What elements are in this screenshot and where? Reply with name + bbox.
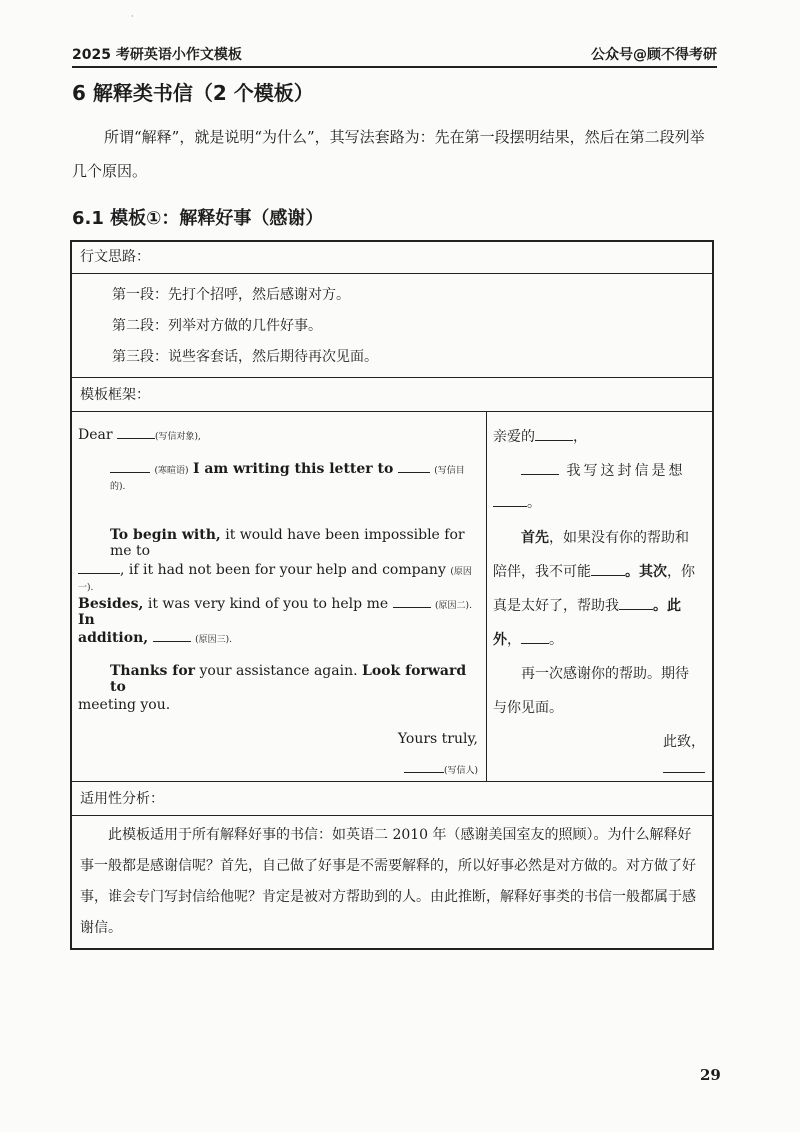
blank-field [663,760,705,773]
frame-row [72,412,712,782]
zh-dear-end: ， [573,429,587,445]
steps-label-row [72,242,712,274]
en-thanks-line [78,663,480,695]
en-reason3: (原因三). [195,635,232,645]
en-greet-line [78,460,480,493]
steps-row [72,274,712,378]
frame-label-row [72,378,712,412]
zh-first-line2 [493,561,705,581]
analysis-label: 适用性分析： [80,791,164,807]
en-besides-line [78,595,478,628]
blank-field [398,460,430,473]
en-begin-line [78,527,480,559]
header-title: 2025 考研英语小作文模板 [72,47,242,63]
analysis-text: 此模板适用于所有解释好事的书信：如英语二 2010 年（感谢美国室友的照顾）。为什么解释好事一般都是感谢信呢？首先，自己做了好事是不需要解释的，所以好事必然是对方做的。对方做了好事，谁会专门写封信给他呢？肯定是被对方帮助到的人。由此推断，解释好事类的书信一般都属于感谢信。 [80,827,696,936]
zh-first-bold: 首先 [521,530,549,546]
blank-field [619,597,653,610]
en-begin-bold: To begin with, [110,527,221,543]
zh-first-rest: ，如果没有你的帮助和 [549,530,689,546]
en-addition-line [78,629,478,646]
scan-mark: · [131,12,134,21]
en-thanks-bold: Thanks for [110,663,196,679]
template-table [70,240,714,950]
zh-writing-line [493,460,705,480]
en-besides-bold: Besides, [78,596,144,612]
section-title: 6 解释类书信（2 个模板） [72,81,314,105]
en-sign-note: (写信人) [443,766,478,776]
en-reason1: (原因一). [78,567,472,593]
blank-field [591,563,625,576]
en-closing-line [78,731,478,747]
blank-field [535,428,573,441]
en-meeting: meeting you. [78,697,171,713]
subsection-title: 6.1 模板①：解释好事（感谢） [72,208,324,229]
zh-again-line [493,663,705,683]
blank-field [117,426,155,439]
zh-dear: 亲爱的 [493,429,535,445]
zh-second-bold: 。其次 [625,564,667,580]
en-thanks-rest: your assistance again. [199,663,358,679]
page-number: 29 [700,1066,721,1084]
blank-field [521,462,559,475]
zh-again2-line [493,697,705,717]
en-dear-note: (写信对象), [155,432,201,442]
blank-field [521,631,549,644]
zh-dear-line [493,426,705,446]
zh-line3-text: 真是太好了，帮助我 [493,598,619,614]
en-if-text: , if it had not been for your help and company [120,562,446,578]
en-dear: Dear [78,427,113,443]
zh-again2: 与你见面。 [493,700,563,716]
zh-first-line [493,527,705,547]
zh-closing-line [493,731,705,751]
step-3: 第三段：说些客套话，然后期待再次见面。 [112,349,378,365]
en-look-bold: Look forward to [110,663,467,695]
frame-label: 模板框架： [80,387,150,403]
en-greet-note: (寒暄语) [154,466,189,476]
analysis-label-row [72,782,712,816]
zh-line4 [493,629,705,649]
en-closing: Yours truly, [397,731,478,747]
blank-field [404,760,444,773]
step-1: 第一段：先打个招呼，然后感谢对方。 [112,287,350,303]
header-account: 公众号@顾不得考研 [591,47,717,63]
english-template [72,412,487,781]
en-writing: I am writing this letter to [192,461,394,477]
zh-third-end: ， [507,632,521,648]
zh-writing-end: 。 [527,495,541,511]
en-sign-line [78,760,478,777]
steps-label: 行文思路： [80,249,150,265]
zh-first-line2-text: 陪伴，我不可能 [493,564,591,580]
blank-field [110,460,150,473]
en-in-bold: In [78,612,95,628]
blank-field [393,595,431,608]
intro-paragraph: 所谓“解释”，就是说明“为什么”，其写法套路为：先在第一段摆明结果，然后在第二段列举几个原因。 [72,128,705,180]
en-begin-rest: it would have been impossible for me to [110,527,465,559]
zh-second-end: ，你 [667,564,695,580]
blank-field [153,629,191,642]
en-if-line [78,561,478,594]
en-purpose-note: (写信目的). [110,466,465,492]
blank-field [493,494,527,507]
en-meeting-line [78,697,478,713]
zh-again: 再一次感谢你的帮助。期待 [521,666,689,682]
en-besides-rest: it was very kind of you to help me [147,596,389,612]
en-dear-line [78,426,478,443]
page-header [72,44,717,68]
chinese-template [487,412,712,781]
zh-third-bold2: 外 [493,632,507,648]
zh-third-bold: 。此 [653,598,681,614]
zh-period: 。 [549,632,563,648]
zh-writing: 我写这封信是想 [566,463,686,479]
en-addition-bold: addition, [78,630,149,646]
zh-line3 [493,595,705,615]
zh-sign-line [493,760,705,777]
en-reason2: (原因二). [435,601,472,611]
zh-writing-end-line [493,492,705,512]
blank-field [78,561,120,574]
zh-closing: 此致， [663,734,705,750]
analysis-row [72,816,712,948]
step-2: 第二段：列举对方做的几件好事。 [112,318,322,334]
